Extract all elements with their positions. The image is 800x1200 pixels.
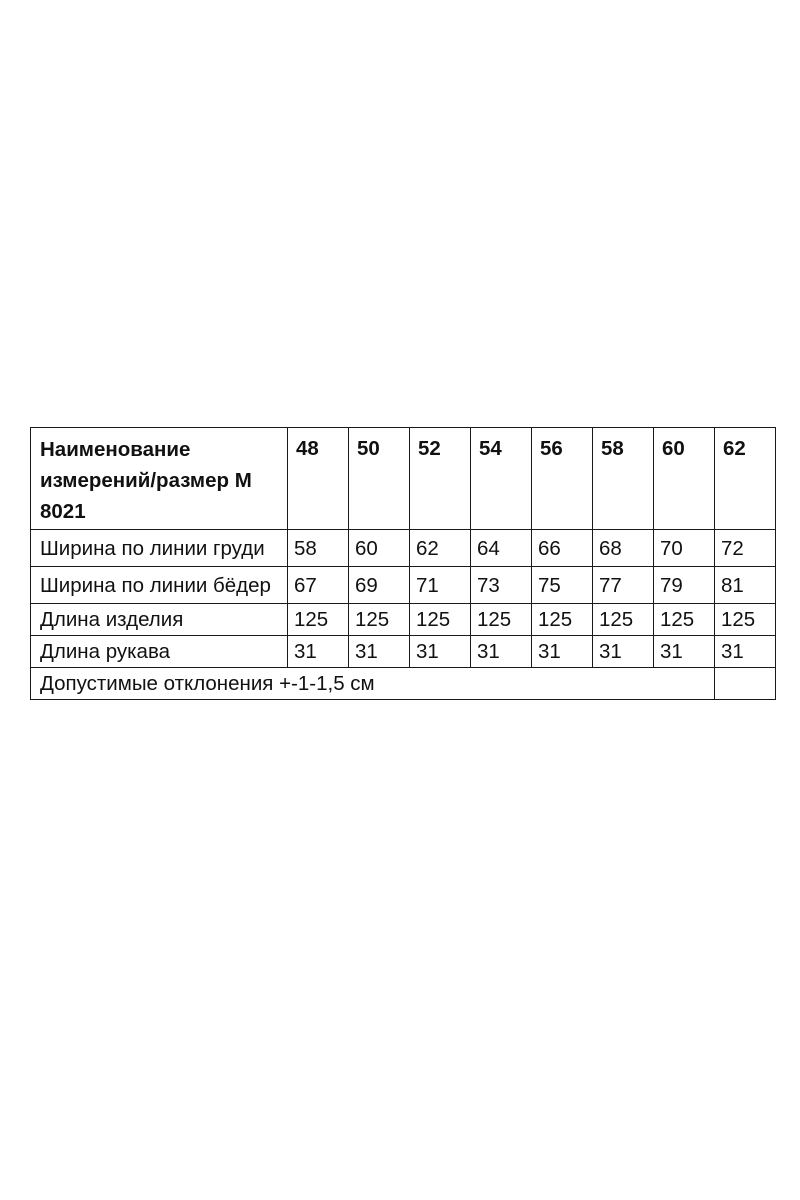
header-label-cell: Наименование измерений/размер М 8021 (31, 428, 288, 530)
size-header-cell: 60 (654, 428, 715, 530)
measurement-label-cell: Длина изделия (31, 604, 288, 636)
measurement-label-cell: Длина рукава (31, 636, 288, 668)
value-cell: 125 (288, 604, 349, 636)
value-cell: 60 (349, 530, 410, 567)
table-row (31, 636, 776, 668)
table-row (31, 530, 776, 567)
value-cell: 125 (532, 604, 593, 636)
value-cell: 125 (349, 604, 410, 636)
value-cell: 31 (654, 636, 715, 668)
value-cell: 31 (471, 636, 532, 668)
value-cell: 70 (654, 530, 715, 567)
measurement-label-cell: Ширина по линии бёдер (31, 567, 288, 604)
size-header-cell: 50 (349, 428, 410, 530)
value-cell: 125 (410, 604, 471, 636)
measurement-label-cell: Ширина по линии груди (31, 530, 288, 567)
table-row (31, 567, 776, 604)
value-cell: 69 (349, 567, 410, 604)
value-cell: 31 (349, 636, 410, 668)
header-row (31, 428, 776, 530)
value-cell: 31 (715, 636, 776, 668)
size-header-cell: 52 (410, 428, 471, 530)
tolerance-row (31, 668, 776, 700)
value-cell: 125 (715, 604, 776, 636)
size-header-cell: 48 (288, 428, 349, 530)
size-header-cell: 54 (471, 428, 532, 530)
empty-cell (715, 668, 776, 700)
value-cell: 71 (410, 567, 471, 604)
value-cell: 58 (288, 530, 349, 567)
value-cell: 81 (715, 567, 776, 604)
value-cell: 79 (654, 567, 715, 604)
size-header-cell: 62 (715, 428, 776, 530)
value-cell: 125 (593, 604, 654, 636)
value-cell: 75 (532, 567, 593, 604)
value-cell: 31 (593, 636, 654, 668)
value-cell: 31 (410, 636, 471, 668)
value-cell: 68 (593, 530, 654, 567)
table-row (31, 604, 776, 636)
value-cell: 67 (288, 567, 349, 604)
value-cell: 72 (715, 530, 776, 567)
size-header-cell: 58 (593, 428, 654, 530)
size-chart-table (30, 427, 776, 700)
tolerance-note-cell: Допустимые отклонения +-1-1,5 см (31, 668, 715, 700)
value-cell: 31 (288, 636, 349, 668)
value-cell: 62 (410, 530, 471, 567)
value-cell: 64 (471, 530, 532, 567)
size-header-cell: 56 (532, 428, 593, 530)
value-cell: 77 (593, 567, 654, 604)
value-cell: 73 (471, 567, 532, 604)
value-cell: 125 (471, 604, 532, 636)
value-cell: 66 (532, 530, 593, 567)
value-cell: 125 (654, 604, 715, 636)
value-cell: 31 (532, 636, 593, 668)
